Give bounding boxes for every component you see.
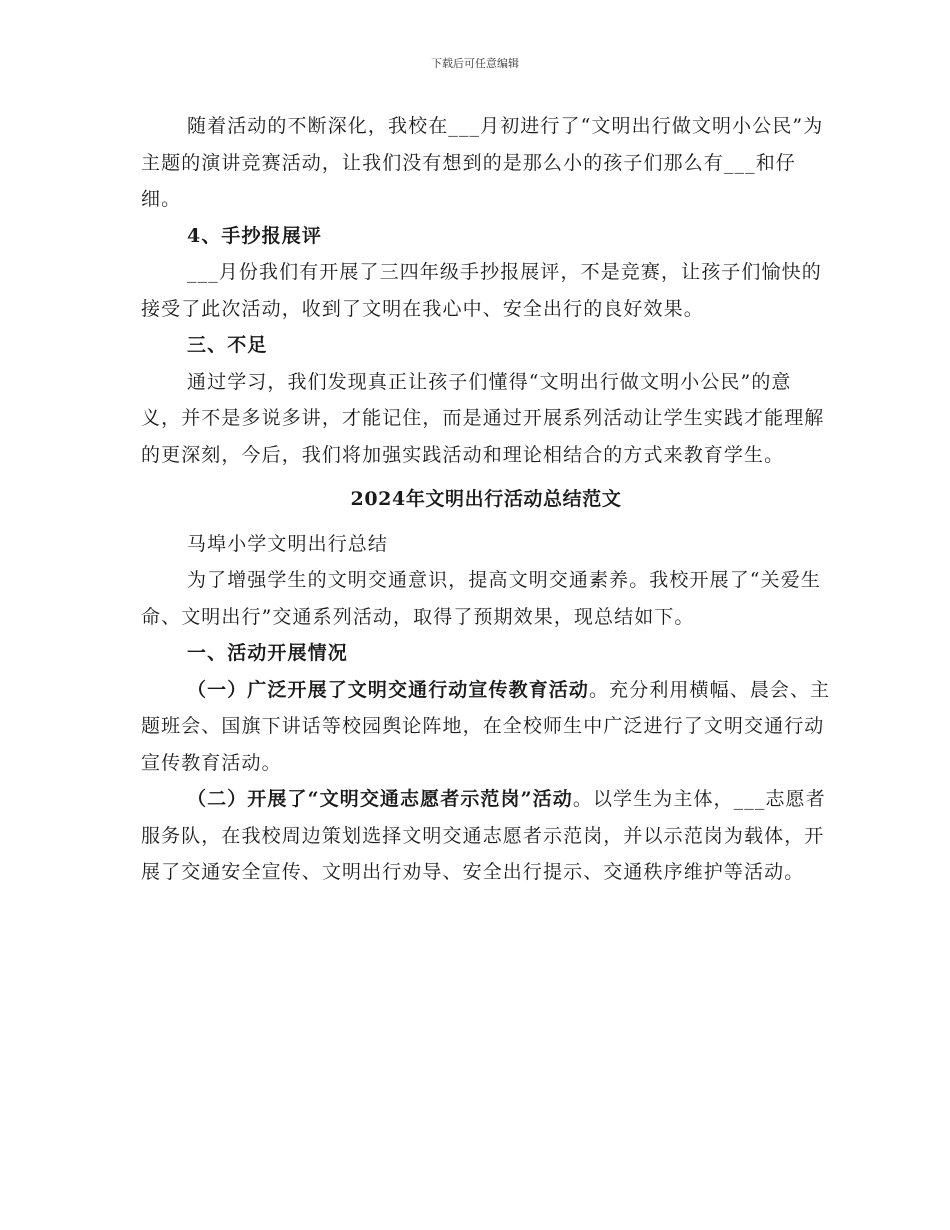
heading-shortcomings: 三、不足 — [187, 334, 268, 356]
document-subtitle: 马埠小学文明出行总结 — [187, 532, 389, 555]
item-1-text: 。充分利用横幅、晨会、主题班会、国旗下讲话等校园舆论阵地，在全校师生中广泛进行了文明交通行动宣传教育活动。 — [141, 678, 831, 774]
paragraph-item-1 — [141, 672, 831, 782]
item-1-lead: （一）广泛开展了文明交通行动宣传教育活动 — [187, 678, 590, 701]
heading-handwritten-newspaper: 4、手抄报展评 — [187, 224, 322, 247]
paragraph-item-2 — [141, 781, 831, 891]
item-2-lead: （二）开展了“文明交通志愿者示范岗”活动 — [187, 788, 573, 810]
document-body — [141, 108, 831, 891]
item-2-text: 。以学生为主体，___志愿者服务队，在我校周边策划选择文明交通志愿者示范岗，并以示范岗为载体，开展了交通安全宣传、文明出行劝导、安全出行提示、交通秩序维护等活动。 — [141, 788, 826, 883]
document-title: 2024年文明出行活动总结范文 — [350, 488, 622, 510]
paragraph-newspaper-exhibition: ___月份我们有开展了三四年级手抄报展评，不是竞赛，让孩子们愉快的接受了此次活动，收到了文明在我心中、安全出行的良好效果。 — [141, 261, 822, 320]
paragraph-shortcomings: 通过学习，我们发现真正让孩子们懂得“文明出行做文明小公民”的意义，并不是多说多讲，才能记住，而是通过开展系列活动让学生实践才能理解的更深刻，今后，我们将加强实践活动和理论相结合的方式来教育学生。 — [141, 370, 825, 466]
paragraph-speech-contest: 随着活动的不断深化，我校在___月初进行了“文明出行做文明小公民”为主题的演讲竞赛活动，让我们没有想到的是那么小的孩子们那么有___和仔细。 — [141, 115, 824, 210]
paragraph-intro: 为了增强学生的文明交通意识，提高文明交通素养。我校开展了“关爱生命、文明出行”交通系列活动，取得了预期效果，现总结如下。 — [141, 569, 821, 628]
heading-activity-status: 一、活动开展情况 — [187, 642, 348, 664]
page-header-note: 下载后可任意编辑 — [431, 57, 519, 70]
